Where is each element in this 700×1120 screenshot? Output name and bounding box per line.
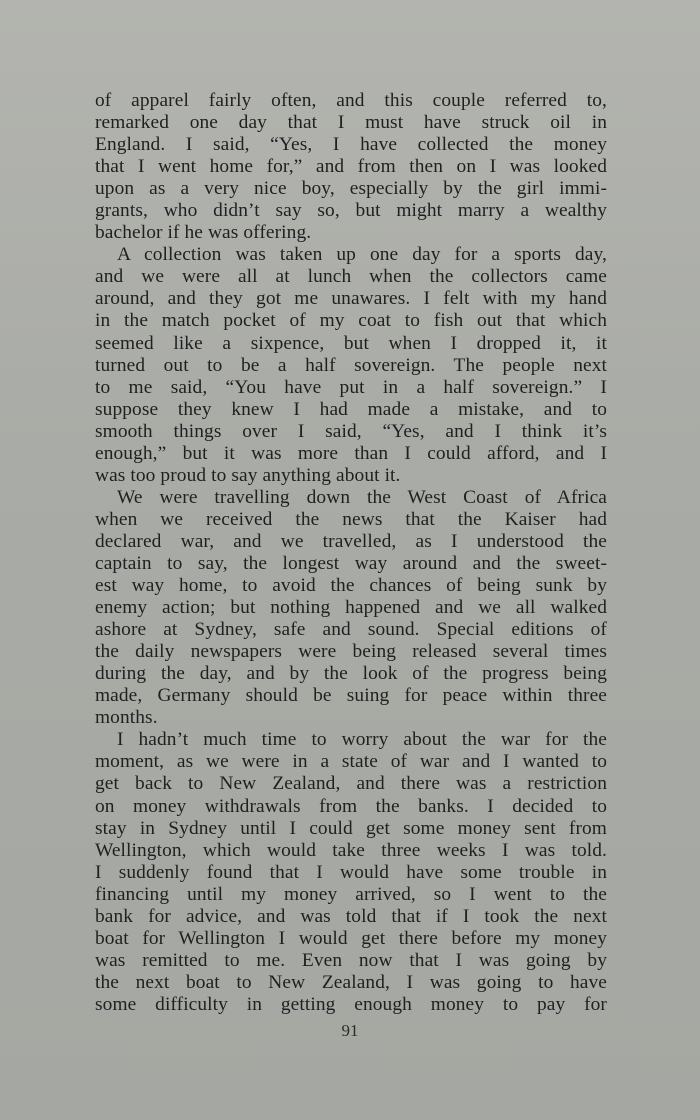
body-text bbox=[95, 90, 607, 1016]
text-line: made, Germany should be suing for peace within three bbox=[95, 685, 607, 707]
text-line: bank for advice, and was told that if I took the next bbox=[95, 905, 607, 927]
text-line: moment, as we were in a state of war and I wanted to bbox=[95, 751, 607, 773]
text-line: England. I said, “Yes, I have collected the money bbox=[95, 134, 607, 156]
text-line: smooth things over I said, “Yes, and I think it’s bbox=[95, 420, 607, 442]
text-line: was remitted to me. Even now that I was going by bbox=[95, 949, 607, 971]
text-line: est way home, to avoid the chances of being sunk by bbox=[95, 575, 607, 597]
text-line: captain to say, the longest way around and the sweet- bbox=[95, 552, 607, 574]
text-line: months. bbox=[95, 707, 158, 729]
text-line: suppose they knew I had made a mistake, and to bbox=[95, 398, 607, 420]
text-line: financing until my money arrived, so I went to the bbox=[95, 883, 607, 905]
text-line: some difficulty in getting enough money to pay for bbox=[95, 993, 607, 1015]
page-number: 91 bbox=[341, 1021, 359, 1040]
text-line: upon as a very nice boy, especially by the girl immi- bbox=[95, 178, 607, 200]
text-line: enemy action; but nothing happened and we all walked bbox=[95, 597, 607, 619]
text-line: I suddenly found that I would have some trouble in bbox=[95, 861, 607, 883]
text-line: the next boat to New Zealand, I was going to have bbox=[95, 971, 607, 993]
text-line: boat for Wellington I would get there before my money bbox=[95, 927, 607, 949]
text-line: Wellington, which would take three weeks I was told. bbox=[95, 839, 607, 861]
text-line: stay in Sydney until I could get some money sent from bbox=[95, 817, 607, 839]
text-line: that I went home for,” and from then on I was looked bbox=[95, 156, 607, 178]
text-line: and we were all at lunch when the collectors came bbox=[95, 266, 607, 288]
text-line: enough,” but it was more than I could afford, and I bbox=[95, 442, 607, 464]
text-line: of apparel fairly often, and this couple referred to, bbox=[95, 90, 607, 111]
text-line: in the match pocket of my coat to fish out that which bbox=[95, 310, 607, 332]
text-line: ashore at Sydney, safe and sound. Special editions of bbox=[95, 619, 607, 641]
text-line: We were travelling down the West Coast of Africa bbox=[117, 486, 607, 508]
text-line: get back to New Zealand, and there was a restriction bbox=[95, 773, 607, 795]
text-line: grants, who didn’t say so, but might marry a wealthy bbox=[95, 200, 607, 222]
text-line: the daily newspapers were being released several times bbox=[95, 641, 607, 663]
text-line: when we received the news that the Kaiser had bbox=[95, 508, 607, 530]
text-line: bachelor if he was offering. bbox=[95, 222, 312, 244]
text-line: to me said, “You have put in a half sovereign.” I bbox=[95, 376, 607, 398]
text-line: A collection was taken up one day for a sports day, bbox=[117, 244, 607, 266]
text-line: declared war, and we travelled, as I understood the bbox=[95, 530, 607, 552]
text-line: turned out to be a half sovereign. The people next bbox=[95, 354, 607, 376]
text-line: I hadn’t much time to worry about the war for the bbox=[117, 729, 607, 751]
text-line: remarked one day that I must have struck oil in bbox=[95, 112, 607, 134]
text-line: on money withdrawals from the banks. I decided to bbox=[95, 795, 607, 817]
text-line: around, and they got me unawares. I felt with my hand bbox=[95, 288, 607, 310]
text-line: during the day, and by the look of the progress being bbox=[95, 663, 607, 685]
text-line: was too proud to say anything about it. bbox=[95, 464, 401, 486]
text-line: seemed like a sixpence, but when I dropped it, it bbox=[95, 332, 607, 354]
